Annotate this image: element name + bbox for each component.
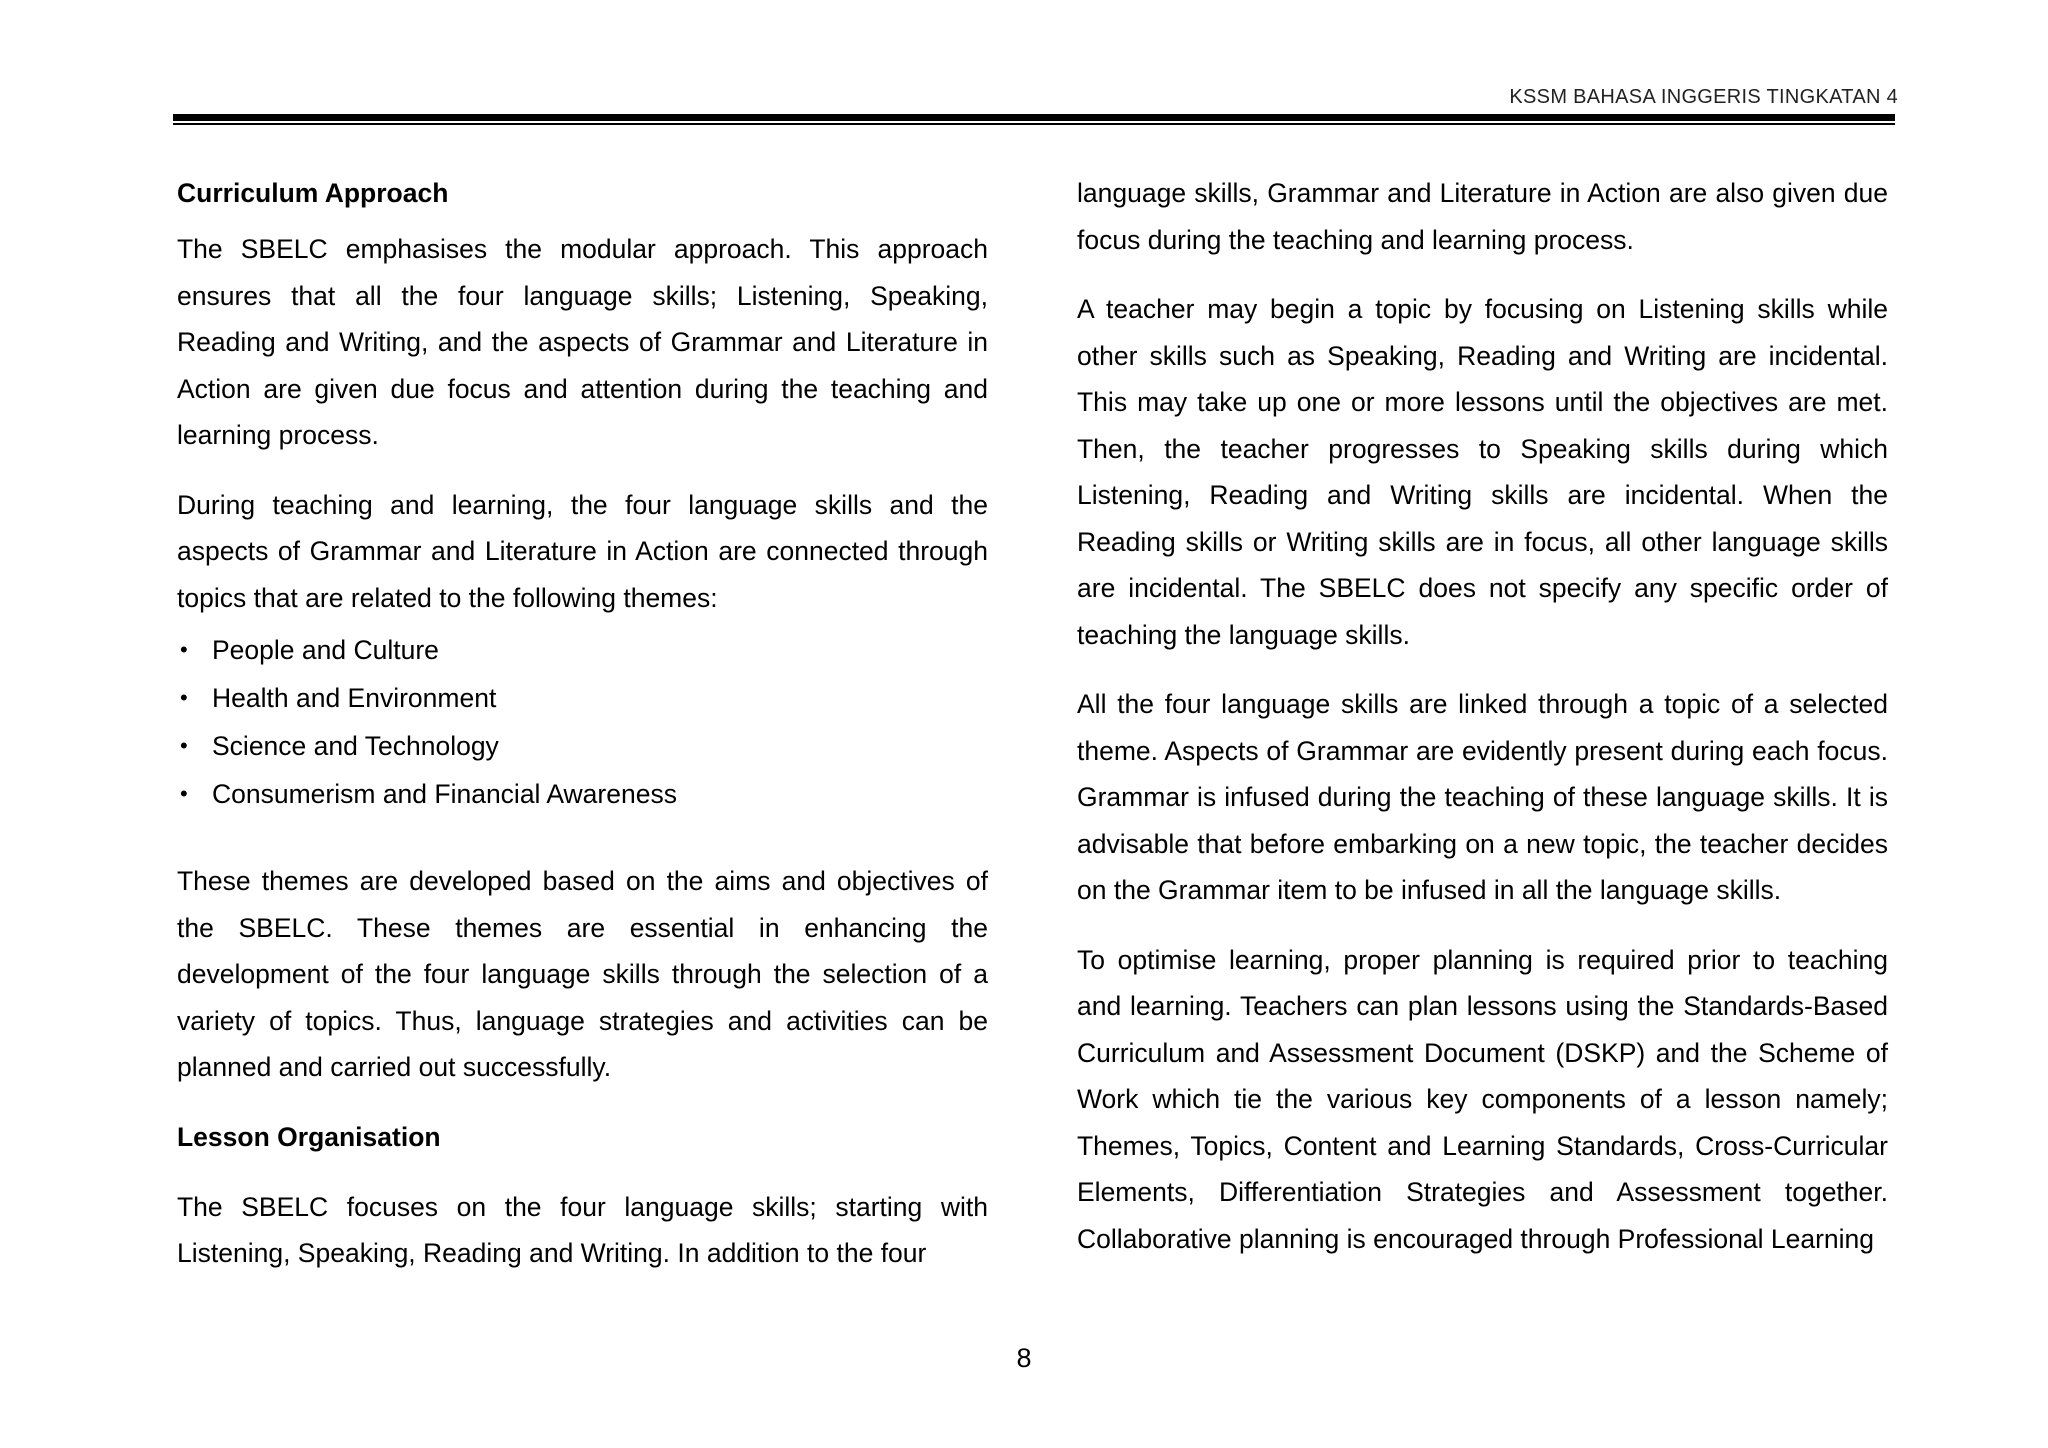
paragraph-modular-approach: The SBELC emphasises the modular approach. This approach ensures that all the four language skills; Listening, Speaking, Reading and Writing, and the aspects of Grammar and Literature in Action are given due focus and attention during the teaching and learning process.: [177, 234, 988, 450]
right-column: [1077, 170, 1888, 1285]
paragraph-continued: language skills, Grammar and Literature in Action are also given due focus during the teaching and learning process.: [1077, 178, 1888, 255]
bullet-icon: •: [180, 781, 188, 806]
paragraph-optimise-learning: To optimise learning, proper planning is required prior to teaching and learning. Teachers can plan lessons using the Standards-Based Curriculum and Assessment Document (DSKP) and the Scheme of Work which tie the various key components of a lesson namely; Themes, Topics, Content and Learning Standards, Cross-Curricular Elements, Differentiation Strategies and Assessment together. Collaborative planning is encouraged through Professional Learning: [1077, 944, 1888, 1254]
paragraph-themes-developed: These themes are developed based on the aims and objectives of the SBELC. These themes are essential in enhancing the development of the four language skills through the selection of a variety of topics. Thus, language strategies and activities can be planned and carried out successfully.: [177, 866, 988, 1082]
themes-list: [177, 626, 988, 818]
list-item: [177, 626, 988, 674]
paragraph-themes-intro: During teaching and learning, the four language skills and the aspects of Grammar and Literature in Action are connected through topics that are related to the following themes:: [177, 489, 988, 613]
running-header: KSSM BAHASA INGGERIS TINGKATAN 4: [1509, 86, 1898, 108]
theme-label: Consumerism and Financial Awareness: [212, 779, 677, 809]
theme-label: Science and Technology: [212, 731, 499, 761]
bullet-icon: •: [180, 637, 188, 662]
left-column: [177, 170, 988, 1300]
page-number: 8: [1016, 1343, 1032, 1373]
paragraph-skills-linked: All the four language skills are linked through a topic of a selected theme. Aspects of Grammar are evidently present during each focus. Grammar is infused during the teaching of these language skills. It is advisable that before embarking on a new topic, the teacher decides on the Grammar item to be infused in all the language skills.: [1077, 689, 1888, 905]
paragraph-lesson-organisation: The SBELC focuses on the four language skills; starting with Listening, Speaking, Reading and Writing. In addition to the four: [177, 1191, 988, 1268]
paragraph-teacher-begin: A teacher may begin a topic by focusing on Listening skills while other skills such as Speaking, Reading and Writing are incidental. This may take up one or more lessons until the objectives are met. Then, the teacher progresses to Speaking skills during which Listening, Reading and Writing skills are incidental. When the Reading skills or Writing skills are in focus, all other language skills are incidental. The SBELC does not specify any specific order of teaching the language skills.: [1077, 294, 1888, 650]
list-item: [177, 722, 988, 770]
heading-curriculum-approach: Curriculum Approach: [177, 178, 449, 208]
theme-label: People and Culture: [212, 635, 439, 665]
header-rule-thin: [173, 123, 1895, 125]
list-item: [177, 674, 988, 722]
bullet-icon: •: [180, 685, 188, 710]
theme-label: Health and Environment: [212, 683, 497, 713]
list-item: [177, 770, 988, 818]
bullet-icon: •: [180, 733, 188, 758]
heading-lesson-organisation: Lesson Organisation: [177, 1121, 441, 1152]
header-rule-thick: [173, 114, 1895, 121]
